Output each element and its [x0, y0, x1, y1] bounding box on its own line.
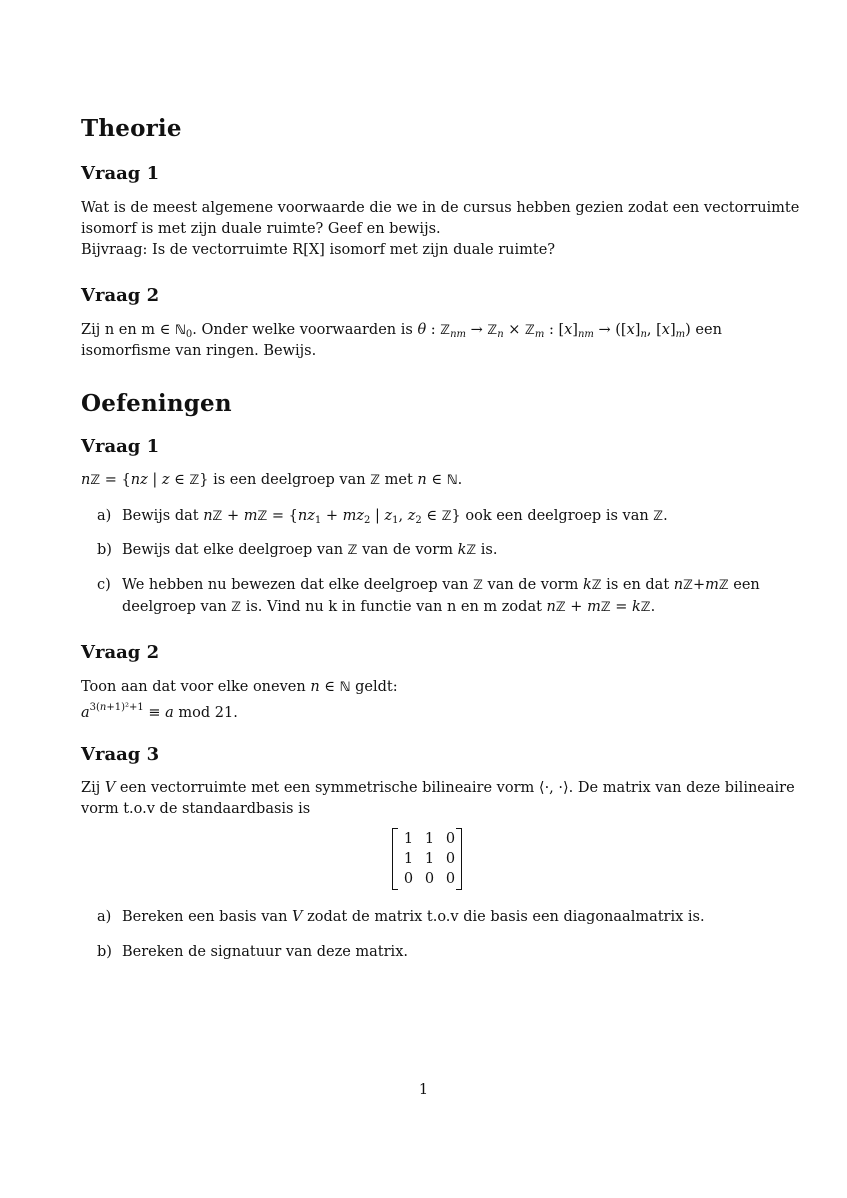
matrix-entries: [398, 829, 461, 889]
matrix-cell: 0: [403, 871, 414, 887]
oefeningen-vraag1-item-c: c) We hebben nu bewezen dat elke deelgroep van ℤ van de vorm kℤ is en dat nℤ+mℤ een deelgroep van ℤ is. Vind nu k in functie van n en m zodat nℤ + mℤ = kℤ.: [97, 577, 760, 615]
matrix-cell: 1: [424, 851, 435, 867]
oefeningen-vraag1-intro: nℤ = {nz | z ∈ ℤ} is een deelgroep van ℤ met n ∈ ℕ.: [81, 472, 463, 488]
theorie-vraag1-title: Vraag 1: [81, 163, 160, 184]
theorie-vraag1-line2: isomorf is met zijn duale ruimte? Geef en bewijs.: [81, 221, 441, 237]
oefeningen-vraag3-line2: vorm t.o.v de standaardbasis is: [81, 801, 311, 817]
oefeningen-vraag3-line1: Zij V een vectorruimte met een symmetrische bilineaire vorm ⟨·, ·⟩. De matrix van deze bilineaire: [81, 780, 795, 796]
oefeningen-vraag3-item-a: a) Bereken een basis van V zodat de matrix t.o.v die basis een diagonaalmatrix is.: [97, 909, 705, 925]
oefeningen-vraag1-item-b: b) Bewijs dat elke deelgroep van ℤ van de vorm kℤ is.: [97, 542, 498, 558]
oefeningen-vraag2-line1: Toon aan dat voor elke oneven n ∈ ℕ geldt:: [81, 679, 398, 695]
matrix-cell: 0: [424, 871, 435, 887]
theorie-vraag1-line3: Bijvraag: Is de vectorruimte R[X] isomorf met zijn duale ruimte?: [81, 242, 556, 258]
oefeningen-vraag1-item-a: a) Bewijs dat nℤ + mℤ = {$nz_1 + mz_2$ | $z_1$, $z_2$ ∈ ℤ} ook een deelgroep is van ℤ.: [97, 508, 668, 526]
matrix-cell: 1: [403, 851, 414, 867]
page-number: 1: [418, 1082, 429, 1098]
matrix-cell: 0: [445, 851, 456, 867]
oefeningen-vraag3-title: Vraag 3: [81, 744, 160, 765]
section-title-theorie: Theorie: [81, 115, 182, 142]
oefeningen-vraag2-title: Vraag 2: [81, 642, 160, 663]
oefeningen-vraag2-line2: $a^{3(n+1)^2+1} \equiv a$ mod 21.: [81, 702, 238, 721]
section-title-oefeningen: Oefeningen: [81, 390, 232, 417]
oefeningen-vraag1-title: Vraag 1: [81, 436, 160, 457]
matrix-cell: 0: [445, 831, 456, 847]
matrix-cell: 1: [403, 831, 414, 847]
theorie-vraag2-line1: Zij n en m ∈ ℕ$_0$. Onder welke voorwaarden is θ : ℤ$_{nm}$ → ℤ$_n$ × ℤ$_m$ : $[x]_{nm} \to ([x]_n$, $[x]_m$) een: [81, 322, 722, 340]
matrix-right-bracket: [456, 828, 462, 890]
oefeningen-vraag3-item-b: b) Bereken de signatuur van deze matrix.: [97, 944, 408, 960]
theorie-vraag1-line1: Wat is de meest algemene voorwaarde die we in de cursus hebben gezien zodat een vectorruimte: [81, 200, 800, 216]
matrix-cell: 1: [424, 831, 435, 847]
theorie-vraag2-line2: isomorfisme van ringen. Bewijs.: [81, 343, 317, 359]
bilinear-form-matrix: [392, 828, 462, 890]
matrix-cell: 0: [445, 871, 456, 887]
theorie-vraag2-title: Vraag 2: [81, 285, 160, 306]
